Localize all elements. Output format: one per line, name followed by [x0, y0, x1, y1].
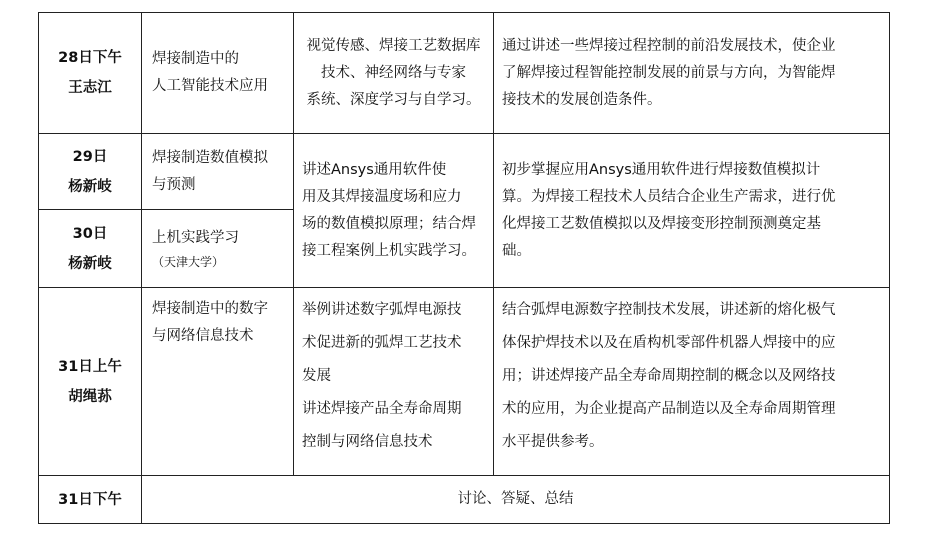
content-line: 讲述Ansys通用软件使 [302, 161, 447, 178]
date-cell [39, 476, 142, 524]
content-cell [294, 134, 494, 288]
table-row [39, 134, 890, 210]
table-row [39, 13, 890, 134]
goal-line: 础。 [502, 242, 531, 259]
topic-cell [142, 13, 294, 134]
goal-cell [494, 134, 890, 288]
topic-line: 与预测 [152, 176, 196, 193]
content-line: 用及其焊接温度场和应力 [302, 188, 462, 205]
session-date: 31日上午 [58, 358, 122, 375]
goal-cell [494, 288, 890, 476]
goal-cell [494, 13, 890, 134]
content-line: 举例讲述数字弧焊电源技 [302, 302, 462, 318]
goal-line: 接技术的发展创造条件。 [502, 91, 662, 108]
date-cell [39, 134, 142, 210]
topic-line: 上机实践学习 [152, 230, 239, 246]
topic-note: （天津大学） [152, 255, 225, 269]
session-date: 30日 [72, 225, 108, 242]
date-cell [39, 13, 142, 134]
content-line: 讲述焊接产品全寿命周期 [302, 401, 462, 417]
content-line: 发展 [302, 368, 331, 384]
goal-line: 算。为焊接工程技术人员结合企业生产需求，进行优 [502, 188, 836, 205]
content-cell [294, 13, 494, 134]
session-date: 31日下午 [58, 491, 122, 508]
content-line: 技术、神经网络与专家 [321, 64, 466, 81]
speaker-name: 王志江 [68, 80, 112, 96]
speaker-name: 杨新岐 [68, 255, 112, 272]
topic-line: 焊接制造中的 [152, 51, 239, 67]
speaker-name: 杨新岐 [68, 178, 112, 195]
content-line: 接工程案例上机实践学习。 [302, 242, 476, 259]
summary-text: 讨论、答疑、总结 [457, 491, 574, 507]
topic-line: 人工智能技术应用 [152, 78, 268, 94]
content-line: 场的数值模拟原理；结合焊 [302, 215, 476, 232]
goal-line: 初步掌握应用Ansys通用软件进行焊接数值模拟计 [502, 161, 821, 178]
topic-line: 焊接制造中的数字 [152, 301, 268, 317]
content-cell [294, 288, 494, 476]
schedule-table [38, 12, 890, 524]
topic-line: 焊接制造数值模拟 [152, 149, 268, 166]
goal-line: 术的应用，为企业提高产品制造以及全寿命周期管理 [502, 401, 836, 417]
summary-cell [142, 476, 890, 524]
session-date: 29日 [72, 148, 108, 165]
goal-line: 水平提供参考。 [502, 434, 604, 450]
topic-line: 与网络信息技术 [152, 328, 254, 344]
topic-cell [142, 210, 294, 288]
goal-line: 化焊接工艺数值模拟以及焊接变形控制预测奠定基 [502, 215, 821, 232]
topic-cell [142, 134, 294, 210]
content-line: 视觉传感、焊接工艺数据库 [306, 37, 481, 54]
table-row [39, 288, 890, 476]
table-row [39, 476, 890, 524]
goal-line: 体保护焊技术以及在盾构机零部件机器人焊接中的应 [502, 335, 836, 351]
content-line: 系统、深度学习与自学习。 [306, 91, 481, 108]
content-line: 术促进新的弧焊工艺技术 [302, 335, 462, 351]
goal-line: 通过讲述一些焊接过程控制的前沿发展技术，使企业 [502, 37, 836, 54]
speaker-name: 胡绳荪 [68, 388, 112, 405]
goal-line: 结合弧焊电源数字控制技术发展，讲述新的熔化极气 [502, 302, 836, 318]
date-cell [39, 210, 142, 288]
topic-cell [142, 288, 294, 476]
goal-line: 用；讲述焊接产品全寿命周期控制的概念以及网络技 [502, 368, 836, 384]
date-cell [39, 288, 142, 476]
session-date: 28日下午 [58, 50, 122, 66]
content-line: 控制与网络信息技术 [302, 434, 433, 450]
goal-line: 了解焊接过程智能控制发展的前景与方向，为智能焊 [502, 64, 836, 81]
